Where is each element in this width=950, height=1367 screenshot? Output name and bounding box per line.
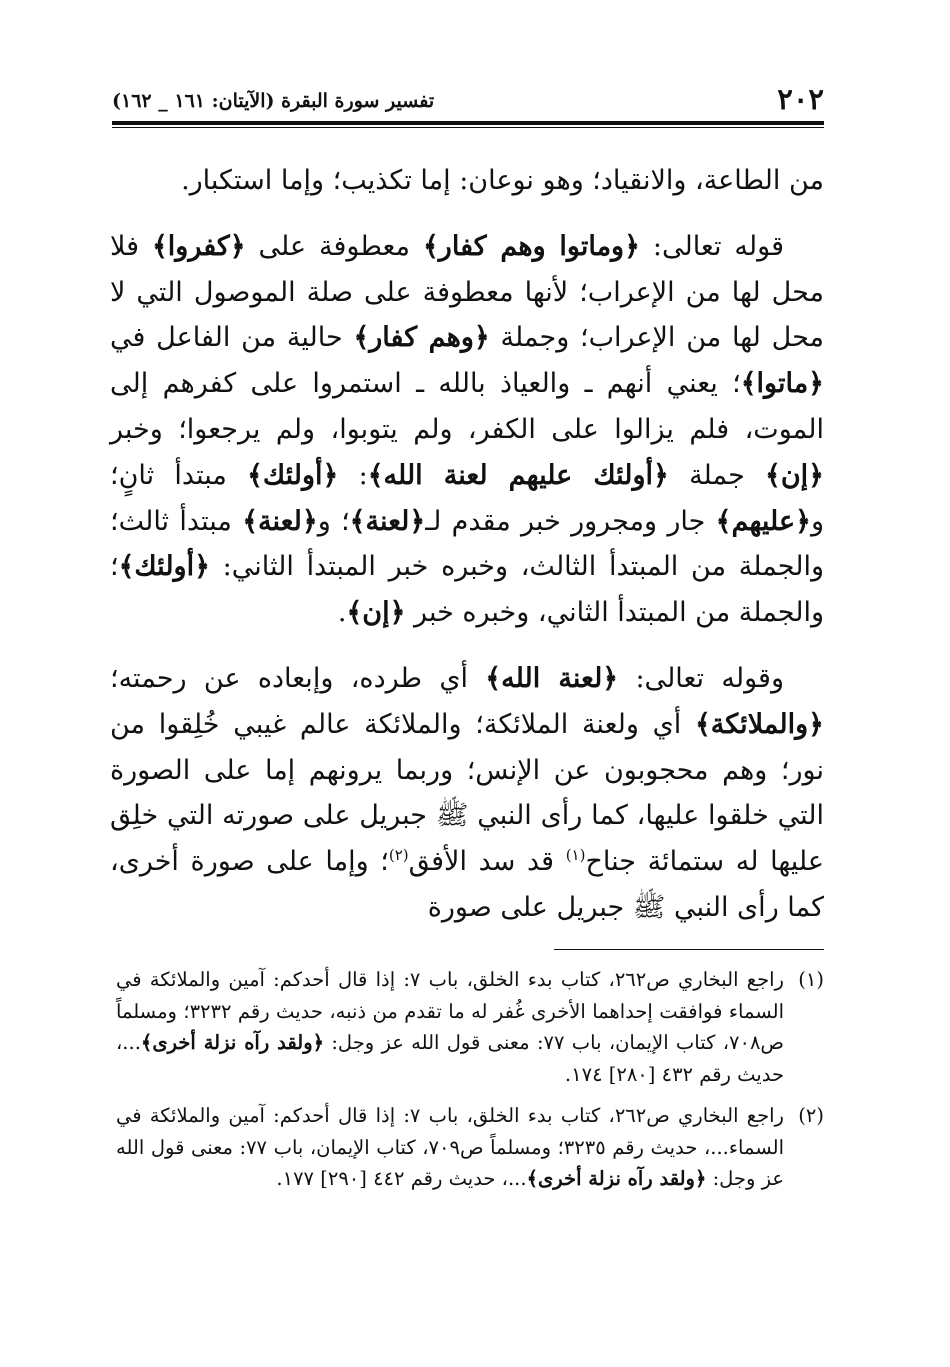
footnote-text	[116, 964, 784, 1090]
page-number: ٢٠٢	[777, 82, 824, 116]
text-run: قوله تعالى:	[639, 230, 784, 262]
quran-quote: ﴿إن﴾	[765, 459, 824, 491]
quran-quote: ﴿لعنة﴾	[242, 505, 318, 537]
quran-quote: ﴿أولئك عليهم لعنة الله﴾	[367, 459, 669, 491]
footnote-ref-2[interactable]: (٢)	[388, 846, 409, 865]
quran-quote: ﴿والملائكة﴾	[694, 708, 824, 740]
text-run: وقوله تعالى:	[618, 662, 784, 694]
quran-quote: ﴿ولقد رآه نزلة أخرى﴾	[140, 1031, 325, 1054]
text-run: مبتدأ ثانٍ؛ و	[110, 459, 824, 537]
text-run: ...، حديث رقم ٤٤٢ [٢٩٠] ١٧٧.	[276, 1167, 527, 1190]
quran-quote: ﴿ولقد رآه نزلة أخرى﴾	[526, 1167, 707, 1190]
footnote-ref-1[interactable]: (١)	[565, 846, 586, 865]
text-run: أي ولعنة الملائكة؛ والملائكة عالم غيبي خُلِقوا من نور؛ وهم محجوبون عن الإنس؛ وربما يرونهم إما على الصورة التي خلقوا عليها، كما رأى النبي ﷺ جبريل على صورته التي خلِق عليها له ستمائة جناح	[110, 708, 824, 878]
quran-quote: ﴿أولئك﴾	[118, 551, 210, 583]
text-run: فلا محل لها من الإعراب؛ لأنها معطوفة على صلة الموصول التي لا محل لها من الإعراب؛ وجملة	[110, 230, 824, 354]
quran-quote: ﴿عليهم﴾	[715, 505, 811, 537]
footnote-text	[116, 1100, 784, 1195]
paragraph-3	[110, 656, 824, 931]
paragraph-2	[110, 224, 824, 636]
text-run: راجع البخاري ص٢٦٢، كتاب بدء الخلق، باب ٧: إذا قال أحدكم: آمين والملائكة في السماء...، حديث رقم ٣٢٣٥؛ ومسلماً ص٧٠٩، كتاب الإيمان، باب ٧٧: معنى قول الله عز وجل:	[116, 1104, 784, 1190]
text-run: راجع البخاري ص٢٦٢، كتاب بدء الخلق، باب ٧: إذا قال أحدكم: آمين والملائكة في السماء فوافقت إحداهما الأخرى غُفر له ما تقدم من ذنبه، حديث رقم ٣٢٣٢؛ ومسلماً ص٧٠٨، كتاب الإيمان، باب ٧٧: معنى قول الله عز وجل:	[116, 968, 784, 1054]
text-run: :	[338, 459, 368, 491]
quran-quote: ﴿لعنة الله﴾	[485, 662, 619, 694]
text-run: ؛ والجملة من المبتدأ الثاني، وخبره خبر	[110, 551, 824, 629]
header-rule-thin	[112, 127, 824, 128]
footnotes	[116, 964, 824, 1205]
text-run: قد سد الأفق	[408, 846, 566, 878]
quran-quote: ﴿إن﴾	[346, 597, 406, 629]
text-run: مبتدأ ثالث؛ والجملة من المبتدأ الثالث، وخبره خبر المبتدأ الثاني:	[110, 505, 824, 583]
footnote-separator	[554, 949, 824, 950]
running-title: تفسير سورة البقرة (الآيتان: ١٦١ _ ١٦٢)	[112, 90, 435, 112]
quran-quote: ﴿وماتوا وهم كفار﴾	[422, 230, 640, 262]
quran-quote: ﴿وهم كفار﴾	[353, 322, 490, 354]
text-run: ؛ و	[317, 505, 350, 537]
quran-quote: ﴿ماتوا﴾	[740, 368, 824, 400]
footnote-2	[116, 1100, 824, 1195]
text-run: حالية من الفاعل في	[110, 322, 354, 354]
text-run: ؛ وإما على صورة أخرى، كما رأى النبي ﷺ جبريل على صورة	[110, 846, 824, 923]
footnote-number: (٢)	[798, 1104, 824, 1127]
text-run: جار ومجرور خبر مقدم لـ	[425, 505, 716, 537]
text-run: ...، حديث رقم ٤٣٢ [٢٨٠] ١٧٤.	[116, 1031, 784, 1086]
main-text	[110, 158, 824, 931]
text-run: من الطاعة، والانقياد؛ وهو نوعان: إما تكذيب؛ وإما استكبار.	[181, 165, 824, 196]
text-run: جملة	[668, 459, 766, 491]
text-run: معطوفة على	[245, 230, 423, 262]
paragraph-1	[110, 158, 824, 204]
header-rule-thick	[112, 121, 824, 125]
quran-quote: ﴿أولئك﴾	[247, 459, 339, 491]
page-header	[112, 78, 824, 118]
text-run: .	[337, 597, 347, 629]
footnote-1	[116, 964, 824, 1090]
quran-quote: ﴿لعنة﴾	[349, 505, 426, 537]
text-run: ؛ يعني أنهم ـ والعياذ بالله ـ استمروا على كفرهم إلى الموت، فلم يزالوا على الكفر، ولم يتوبوا، ولم يرجعوا؛ وخبر	[110, 368, 824, 445]
footnote-number: (١)	[798, 968, 824, 991]
text-run: أي طرده، وإبعاده عن رحمته؛	[110, 662, 486, 694]
quran-quote: ﴿كفروا﴾	[151, 230, 246, 262]
